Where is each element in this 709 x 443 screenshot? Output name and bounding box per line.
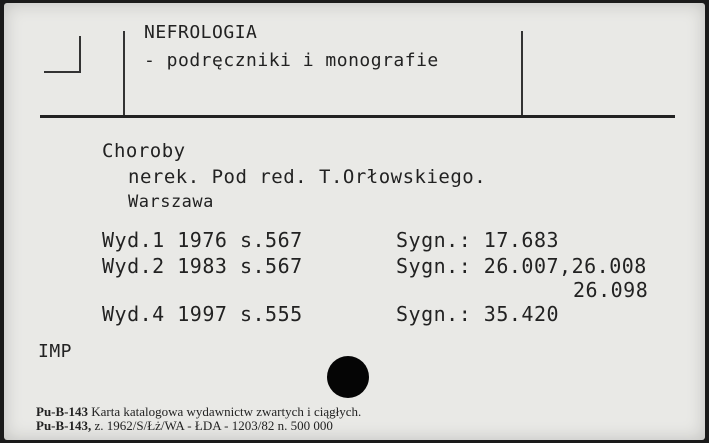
header-divider-left [123, 31, 125, 115]
category-subtitle: - podręczniki i monografie [144, 50, 439, 71]
signature-2-continued: 26.098 [573, 278, 649, 302]
corner-mark-horizontal [44, 71, 80, 73]
signature-1: Sygn.: 17.683 [396, 228, 560, 252]
book-place: Warszawa [128, 192, 214, 212]
header-rule [40, 115, 675, 118]
book-title-line1: Choroby [102, 140, 186, 162]
book-title-line2: nerek. Pod red. T.Orłowskiego. [128, 166, 487, 188]
footer-line1 [36, 405, 361, 419]
imp-mark: IMP [38, 341, 73, 362]
edition-2: Wyd.2 1983 s.567 [102, 254, 303, 278]
edition-4: Wyd.4 1997 s.555 [102, 302, 303, 326]
footer-text-2: z. 1962/S/Łż/WA - ŁDA - 1203/82 n. 500 000 [94, 418, 333, 433]
footer-code-1: Pu-B-143 [36, 404, 88, 419]
signature-4: Sygn.: 35.420 [396, 302, 560, 326]
category-title: NEFROLOGIA [144, 22, 258, 43]
footer-code-2: Pu-B-143, [36, 418, 92, 433]
header-divider-right [521, 31, 523, 115]
edition-1: Wyd.1 1976 s.567 [102, 228, 303, 252]
signature-2: Sygn.: 26.007,26.008 [396, 254, 647, 278]
corner-mark-vertical [79, 36, 81, 73]
footer-text-1: Karta katalogowa wydawnictw zwartych i ciągłych. [91, 404, 362, 419]
catalog-card [4, 3, 705, 440]
punch-hole [327, 356, 369, 398]
footer-line2 [36, 419, 333, 433]
